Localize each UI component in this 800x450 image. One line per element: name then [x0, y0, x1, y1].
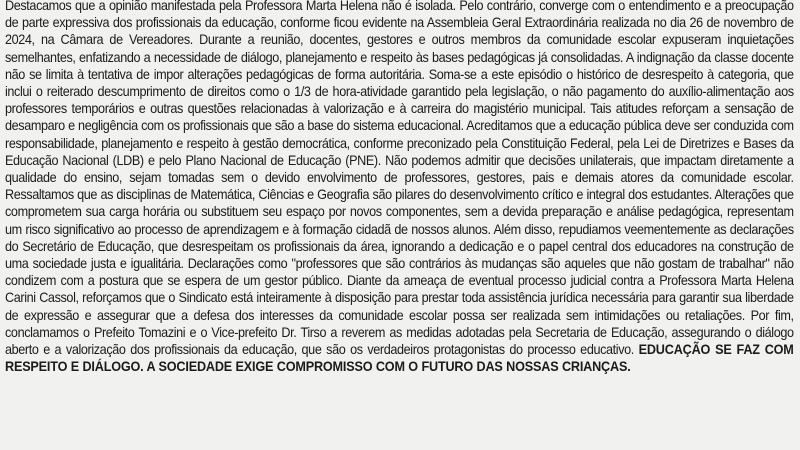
- article-body-text: Destacamos que a opinião manifestada pela Professora Marta Helena não é isolada. Pelo contrário, converge com o entendimento e a preocupação de parte expressiva dos profissionais da educação, conforme ficou evidente na Assembleia Geral Extraordinária realizada no dia 26 de novembro de 2024, na Câmara de Vereadores. Durante a reunião, docentes, gestores e outros membros da comunidade escolar expuseram inquietações semelhantes, enfatizando a necessidade de diálogo, planejamento e respeito às bases pedagógicas já consolidadas. A indignação da classe docente não se limita à tentativa de impor alterações pedagógicas de forma autoritária. Soma-se a este episódio o histórico de desrespeito à categoria, que inclui o reiterado descumprimento de direitos como o 1/3 de hora-atividade garantido pela legislação, o não pagamento do auxílio-alimentação aos professores temporários e outras questões relacionadas à valorização e à carreira do magistério municipal. Tais atitudes reforçam a sensação de desamparo e negligência com os profissionais que são a base do sistema educacional. Acreditamos que a educação pública deve ser conduzida com responsabilidade, planejamento e respeito à gestão democrática, conforme preconizado pela Constituição Federal, pela Lei de Diretrizes e Bases da Educação Nacional (LDB) e pelo Plano Nacional de Educação (PNE). Não podemos admitir que decisões unilaterais, que impactam diretamente a qualidade do ensino, sejam tomadas sem o devido envolvimento de professores, gestores, pais e demais atores da comunidade escolar. Ressaltamos que as disciplinas de Matemática, Ciências e Geografia são pilares do desenvolvimento crítico e integral dos estudantes. Alterações que comprometem sua carga horária ou substituem seu espaço por novos componentes, sem a devida preparação e análise pedagógica, representam um risco significativo ao processo de aprendizagem e à formação cidadã de nossos alunos. Além disso, repudiamos veementemente as declarações do Secretário de Educação, que desrespeitam os profissionais da área, ignorando a dedicação e o papel central dos educadores na construção de uma sociedade justa e igualitária. Declarações como "professores que são contrários às mudanças são aqueles que não gostam de trabalhar" não condizem com a postura que se espera de um gestor público. Diante da ameaça de eventual processo judicial contra a Professora Marta Helena Carini Cassol, reforçamos que o Sindicato está inteiramente à disposição para prestar toda assistência jurídica necessária para garantir sua liberdade de expressão e assegurar que a defesa dos interesses da comunidade escolar possa ser realizada sem intimidações ou retaliações. Por fim, conclamamos o Prefeito Tomazini e o Vice-prefeito Dr. Tirso a reverem as medidas adotadas pela Secretaria de Educação, assegurando o diálogo aberto e a valorização dos profissionais da educação, que são os verdadeiros protagonistas do processo educativo.: [5, 0, 794, 358]
- article-text-block: [5, 0, 794, 375]
- article-paragraph: [5, 0, 794, 375]
- closing-statement: EDUCAÇÃO SE FAZ COM RESPEITO E DIÁLOGO. A SOCIEDADE EXIGE COMPROMISSO COM O FUTURO DAS NOSSAS CRIANÇAS.: [5, 342, 794, 375]
